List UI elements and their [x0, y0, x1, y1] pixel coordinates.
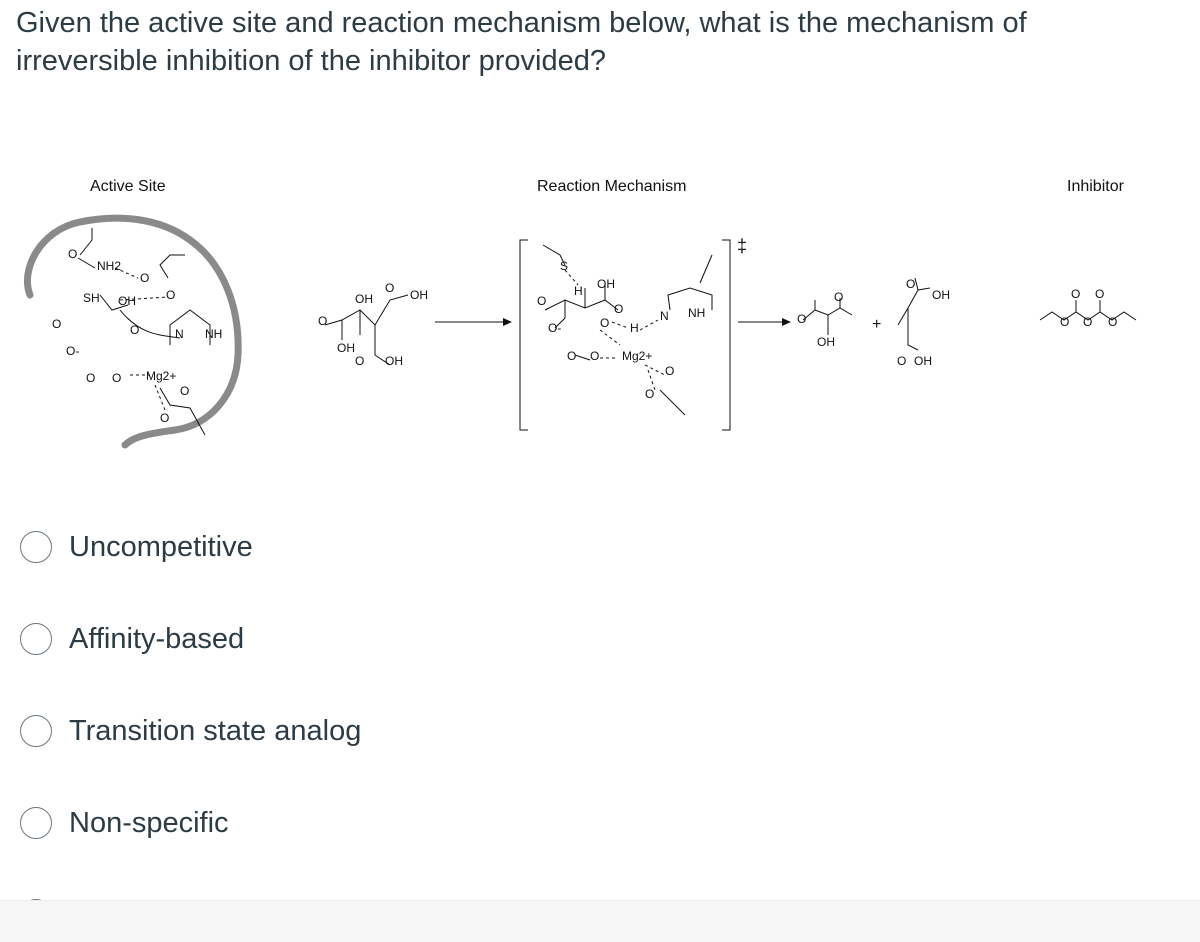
atom-label: O — [665, 364, 675, 378]
atom-label: O — [160, 411, 170, 425]
answer-label: Transition state analog — [69, 714, 362, 747]
atom-label: Mg2+ — [622, 349, 653, 363]
answer-option-transition-state-analog[interactable] — [20, 709, 361, 753]
atom-label: O — [318, 314, 328, 328]
plus-sign: + — [872, 316, 882, 333]
reaction-arrow — [738, 318, 791, 326]
atom-label: O — [86, 371, 96, 385]
atom-label: OH — [337, 341, 355, 355]
atom-label: O — [537, 294, 547, 308]
atom-label: O — [180, 384, 190, 398]
atom-label: O — [112, 371, 122, 385]
atom-label: O — [52, 317, 62, 331]
atom-label: N — [660, 309, 669, 323]
active-site-caption: Active Site — [90, 178, 166, 195]
atom-label: S — [560, 259, 569, 273]
atom-label: O — [1083, 315, 1093, 329]
answer-label: Affinity-based — [69, 622, 245, 655]
atom-label: O — [645, 387, 655, 401]
answer-label: Uncompetitive — [69, 530, 253, 563]
atom-label: O — [906, 277, 916, 291]
atom-label: O — [1060, 315, 1070, 329]
transition-state-structure — [520, 236, 747, 430]
atom-label: O — [614, 302, 624, 316]
inhibitor-caption: Inhibitor — [1067, 178, 1124, 195]
atom-label: NH — [205, 327, 223, 341]
atom-label: O — [1095, 287, 1105, 301]
reaction-mechanism-caption: Reaction Mechanism — [537, 178, 687, 195]
atom-label: O — [590, 349, 600, 363]
atom-label: O — [140, 271, 150, 285]
atom-label: O — [897, 354, 907, 368]
substrate-structure — [318, 281, 428, 368]
radio-button[interactable] — [20, 715, 52, 747]
atom-label: NH — [688, 306, 706, 320]
atom-label: Mg2+ — [146, 369, 177, 383]
radio-button[interactable] — [20, 531, 52, 563]
reaction-scheme — [0, 160, 1200, 460]
atom-label: O- — [548, 321, 562, 335]
product-structures — [797, 277, 950, 368]
answer-option-non-specific[interactable] — [20, 801, 229, 845]
atom-label: OH — [932, 288, 950, 302]
atom-label: OH — [410, 288, 428, 302]
atom-label: H — [574, 284, 583, 298]
atom-label: OH — [817, 335, 835, 349]
atom-label: O — [1071, 287, 1081, 301]
atom-label: OH — [914, 354, 932, 368]
atom-label: O- — [66, 344, 80, 358]
transition-state-symbol: ‡ — [737, 236, 748, 256]
atom-label: OH — [118, 294, 136, 308]
atom-label: H — [630, 321, 639, 335]
atom-label: SH — [83, 291, 100, 305]
atom-label: OH — [597, 277, 615, 291]
inhibitor-structure — [1040, 287, 1136, 329]
atom-label: O — [567, 349, 577, 363]
atom-label: OH — [355, 292, 373, 306]
atom-label: N — [175, 327, 184, 341]
radio-button[interactable] — [20, 807, 52, 839]
atom-label: O — [797, 312, 807, 326]
active-site-diagram — [27, 218, 238, 445]
answer-option-uncompetitive[interactable] — [20, 525, 253, 569]
atom-label: O — [130, 323, 140, 337]
answer-option-affinity-based[interactable] — [20, 617, 244, 661]
question-text: Given the active site and reaction mechanism below, what is the mechanism of irreversible inhibition of the inhibitor provided? — [16, 7, 1027, 77]
atom-label: NH2 — [97, 259, 122, 273]
atom-label: O — [1108, 315, 1118, 329]
page-footer-band — [0, 900, 1200, 942]
reaction-arrow — [435, 318, 512, 326]
atom-label: O — [385, 281, 395, 295]
atom-label: O — [600, 316, 610, 330]
atom-label: O — [68, 247, 78, 261]
atom-label: O — [355, 354, 365, 368]
answer-label: Non-specific — [69, 806, 229, 839]
radio-button[interactable] — [20, 623, 52, 655]
atom-label: O — [834, 290, 844, 304]
chemistry-figure — [0, 160, 1200, 460]
atom-label: O — [166, 288, 176, 302]
atom-label: OH — [385, 354, 403, 368]
